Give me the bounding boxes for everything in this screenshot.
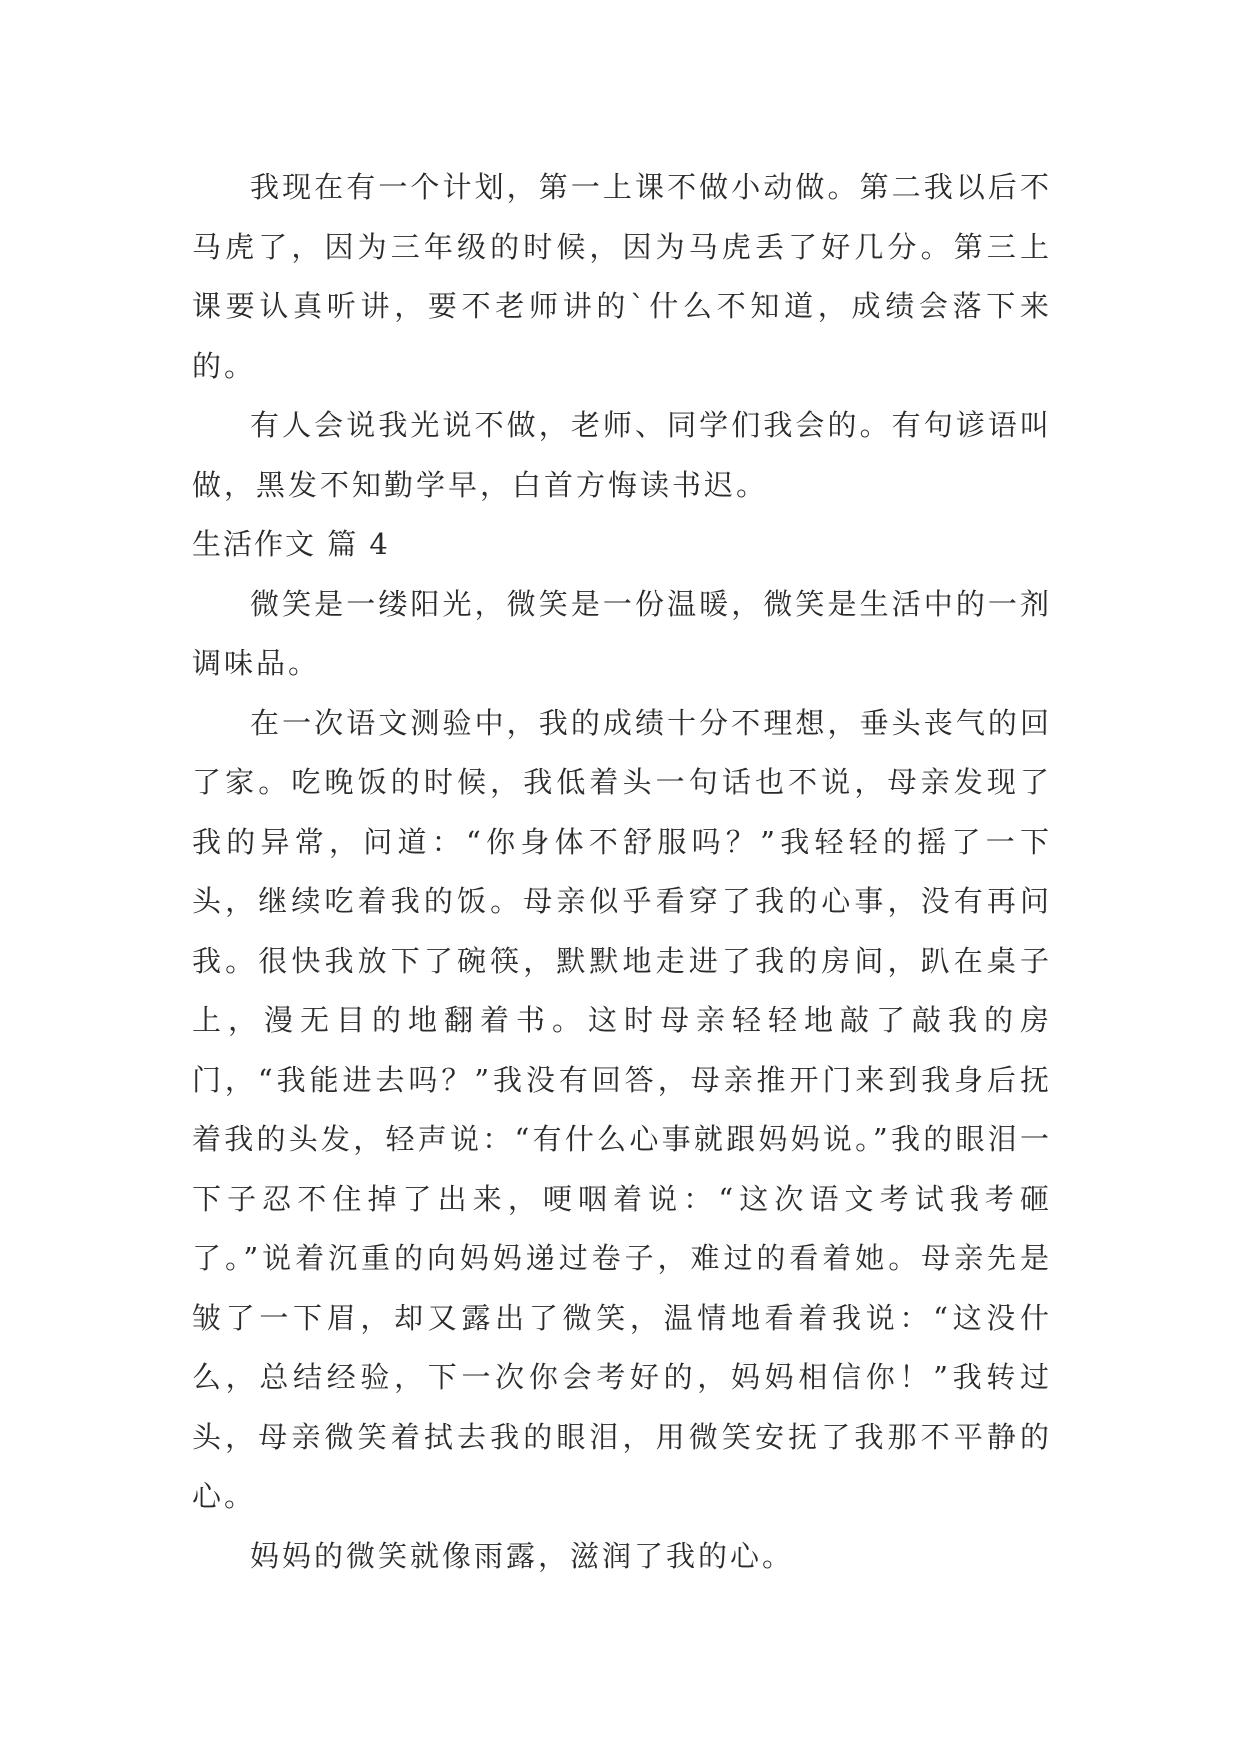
section-heading: 生活作文 篇 4 [192,527,390,561]
body-paragraph: 妈妈的微笑就像雨露，滋润了我的心。 [250,1538,795,1573]
document-page [192,158,1052,1586]
body-paragraph: 微笑是一缕阳光，微笑是一份温暖，微笑是生活中的一剂调味品。 [192,586,1052,680]
body-paragraph: 在一次语文测验中，我的成绩十分不理想，垂头丧气的回了家。吃晚饭的时候，我低着头一句话也不说，母亲发现了我的异常，问道：“你身体不舒服吗？”我轻轻的摇了一下头，继续吃着我的饭。母亲似乎看穿了我的心事，没有再问我。很快我放下了碗筷，默默地走进了我的房间，趴在桌子上，漫无目的地翻着书。这时母亲轻轻地敲了敲我的房门，“我能进去吗？”我没有回答，母亲推开门来到我身后抚着我的头发，轻声说：“有什么心事就跟妈妈说。”我的眼泪一下子忍不住掉了出来，哽咽着说：“这次语文考试我考砸了。”说着沉重的向妈妈递过卷子，难过的看着她。母亲先是皱了一下眉，却又露出了微笑，温情地看着我说：“这没什么，总结经验，下一次你会考好的，妈妈相信你！”我转过头，母亲微笑着拭去我的眼泪，用微笑安抚了我那不平静的心。 [192,705,1052,1513]
body-paragraph: 有人会说我光说不做，老师、同学们我会的。有句谚语叫做，黑发不知勤学早，白首方悔读书迟。 [192,408,1052,502]
body-paragraph: 我现在有一个计划，第一上课不做小动做。第二我以后不马虎了，因为三年级的时候，因为马虎丢了好几分。第三上课要认真听讲，要不老师讲的`什么不知道，成绩会落下来的。 [192,170,1052,383]
